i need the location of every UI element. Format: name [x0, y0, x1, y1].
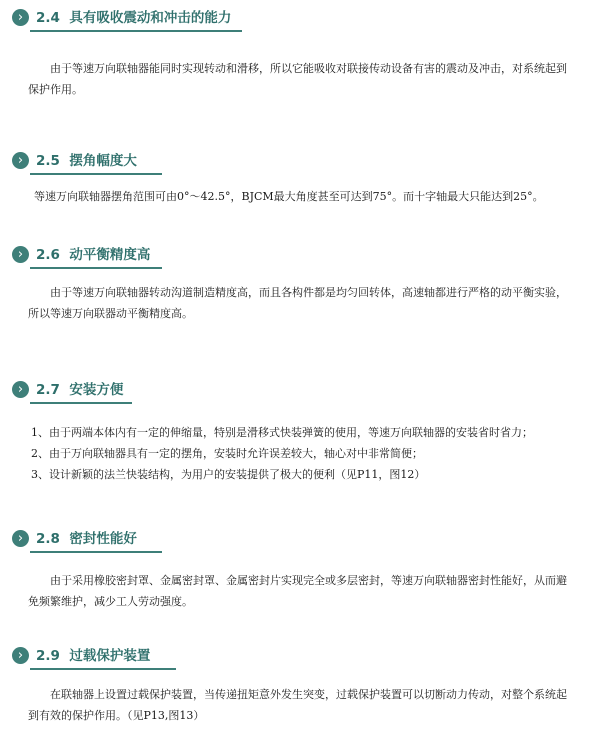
heading-underline: [30, 30, 242, 32]
section-body: 由于采用橡胶密封罩、金属密封罩、金属密封片实现完全或多层密封，等速万向联轴器密封性能好，从而避免频繁维护，减少工人劳动强度。: [28, 574, 567, 608]
list-item: 3、设计新颖的法兰快装结构，为用户的安装提供了极大的便利（见P11，图12）: [31, 468, 426, 481]
list-item: 2、由于万向联轴器具有一定的摆角，安装时允许误差较大，轴心对中非常简便；: [31, 447, 423, 460]
section-2-9: [0, 645, 600, 726]
chevron-right-icon: ›: [12, 9, 29, 26]
heading-underline: [30, 668, 176, 670]
section-2-5: [0, 150, 600, 207]
heading-underline: [30, 402, 132, 404]
chevron-right-icon: ›: [12, 530, 29, 547]
section-heading: [0, 150, 600, 172]
section-heading: [0, 379, 600, 401]
heading-underline: [30, 551, 162, 553]
section-body: 由于等速万向联轴器转动沟道制造精度高，而且各构件都是均匀回转体，高速轴都进行严格的动平衡实验，所以等速万向联器动平衡精度高。: [28, 286, 567, 320]
section-body: 由于等速万向联轴器能同时实现转动和滑移，所以它能吸收对联接传动设备有害的震动及冲击，对系统起到保护作用。: [28, 62, 567, 96]
section-heading: [0, 7, 600, 29]
section-heading: [0, 528, 600, 550]
section-2-8: [0, 528, 600, 612]
section-body: 等速万向联轴器摆角范围可由0°～42.5°，BJCM最大角度甚至可达到75°。而十字轴最大只能达到25°。: [34, 190, 544, 203]
section-heading: [0, 645, 600, 667]
section-title: 2.6 动平衡精度高: [36, 247, 151, 263]
section-2-6: [0, 244, 600, 324]
section-2-7: [0, 379, 600, 485]
chevron-right-icon: ›: [12, 647, 29, 664]
section-heading: [0, 244, 600, 266]
heading-underline: [30, 267, 162, 269]
section-body: 在联轴器上设置过载保护装置，当传递扭矩意外发生突变，过载保护装置可以切断动力传动，对整个系统起到有效的保护作用。（见P13,图13）: [28, 688, 567, 722]
section-title: 2.9 过载保护装置: [36, 648, 151, 664]
section-title: 2.7 安装方便: [36, 382, 124, 398]
chevron-right-icon: ›: [12, 381, 29, 398]
section-title: 2.4 具有吸收震动和冲击的能力: [36, 10, 232, 26]
install-list: [0, 422, 600, 485]
section-title: 2.8 密封性能好: [36, 531, 137, 547]
section-2-4: [0, 7, 600, 100]
chevron-right-icon: ›: [12, 152, 29, 169]
chevron-right-icon: ›: [12, 246, 29, 263]
heading-underline: [30, 173, 162, 175]
list-item: 1、由于两端本体内有一定的伸缩量，特别是滑移式快装弹簧的使用，等速万向联轴器的安装省时省力；: [31, 426, 533, 439]
section-title: 2.5 摆角幅度大: [36, 153, 137, 169]
